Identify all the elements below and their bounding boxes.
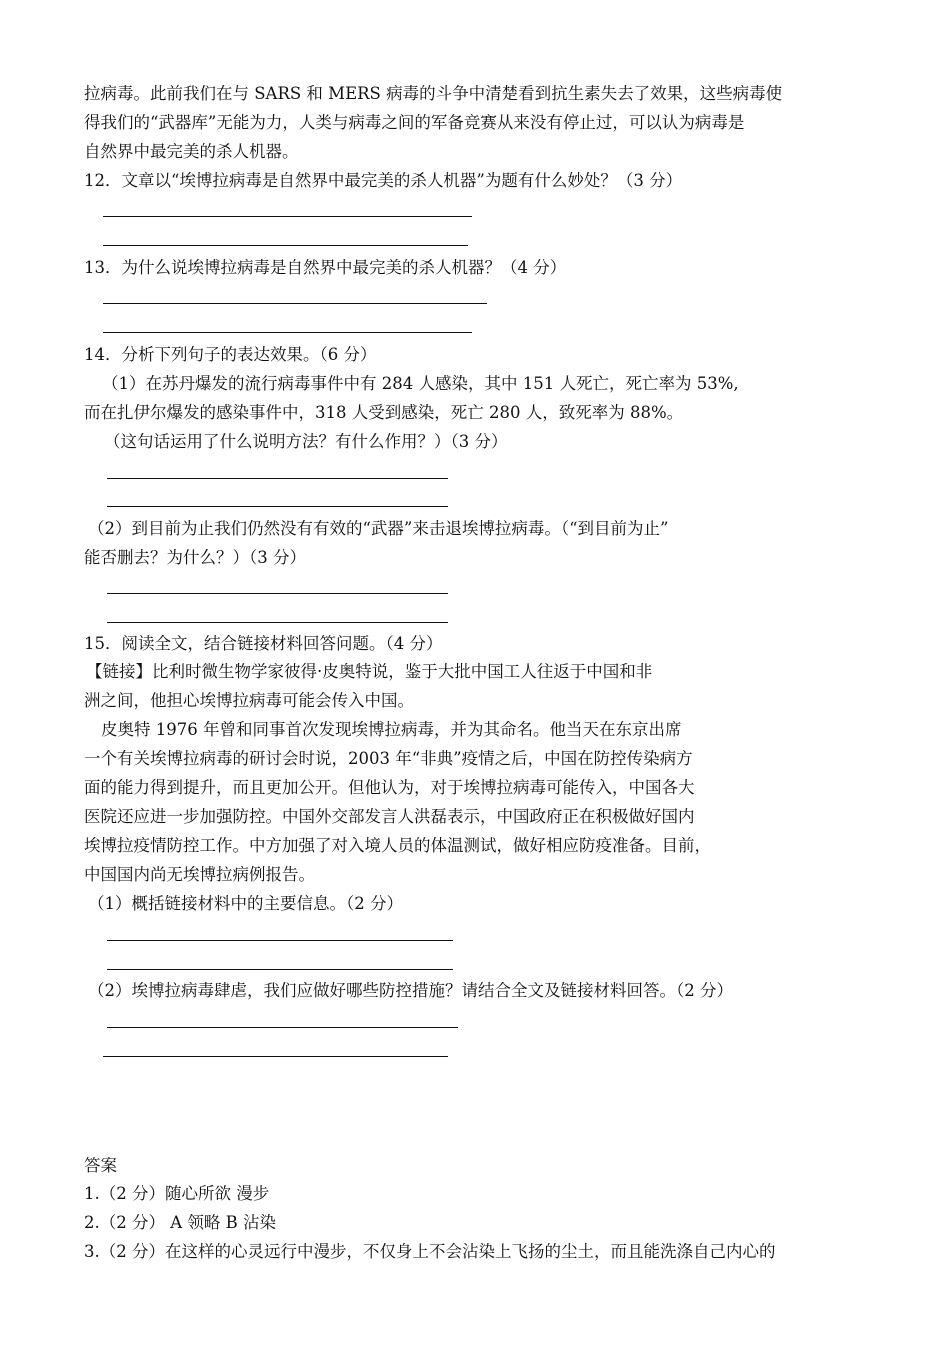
q15-sub2: （2）埃博拉病毒肆虐，我们应做好哪些防控措施？请结合全文及链接材料回答。（2 分）	[88, 981, 733, 1000]
question-15: 15．阅读全文，结合链接材料回答问题。（4 分）	[84, 634, 443, 653]
q14-part2-line1: （2）到目前为止我们仍然没有有效的“武器”来击退埃博拉病毒。（“到目前为止”	[88, 519, 669, 538]
link-line-3: 皮奥特 1976 年曾和同事首次发现埃博拉病毒，并为其命名。他当天在东京出席	[101, 720, 682, 739]
link-line-5: 面的能力得到提升，而且更加公开。但他认为，对于埃博拉病毒可能传入，中国各大	[84, 778, 695, 797]
q14-part1-question: （这句话运用了什么说明方法？有什么作用？）（3 分）	[104, 432, 508, 451]
answer-line-12b[interactable]	[103, 245, 468, 246]
answer-line-15-1b[interactable]	[107, 969, 453, 970]
question-12: 12．文章以“埃博拉病毒是自然界中最完美的杀人机器”为题有什么妙处？（3 分）	[84, 171, 683, 190]
link-line-2: 洲之间，他担心埃博拉病毒可能会传入中国。	[84, 691, 414, 710]
q14-part1-line1: （1）在苏丹爆发的流行病毒事件中有 284 人感染，其中 151 人死亡，死亡率为 53%,	[102, 374, 739, 393]
answer-line-15-2b[interactable]	[103, 1056, 448, 1057]
answer-line-12a[interactable]	[103, 216, 472, 217]
answer-item-2: 2.（2 分） A 领略 B 沾染	[84, 1213, 277, 1232]
answer-line-15-2a[interactable]	[107, 1027, 458, 1028]
intro-line-1: 拉病毒。此前我们在与 SARS 和 MERS 病毒的斗争中清楚看到抗生素失去了效果，这些病毒使	[84, 84, 783, 103]
answer-line-14-2b[interactable]	[107, 622, 448, 623]
link-line-6: 医院还应进一步加强防控。中国外交部发言人洪磊表示，中国政府正在积极做好国内	[84, 807, 695, 826]
intro-line-3: 自然界中最完美的杀人机器。	[84, 142, 299, 161]
link-line-4: 一个有关埃博拉病毒的研讨会时说，2003 年“非典”疫情之后，中国在防控传染病方	[84, 749, 693, 768]
link-line-1: 【链接】比利时微生物学家彼得·皮奥特说，鉴于大批中国工人往返于中国和非	[86, 662, 653, 681]
link-line-7: 埃博拉疫情防控工作。中方加强了对入境人员的体温测试，做好相应防疫准备。目前，	[84, 836, 711, 855]
q15-sub1: （1）概括链接材料中的主要信息。（2 分）	[88, 894, 403, 913]
q14-part2-line2: 能否删去？为什么？）（3 分）	[84, 548, 306, 567]
question-14: 14．分析下列句子的表达效果。（6 分）	[84, 345, 377, 364]
answer-item-1: 1.（2 分）随心所欲 漫步	[84, 1184, 270, 1203]
answer-line-13b[interactable]	[103, 332, 472, 333]
answer-line-14-1b[interactable]	[107, 506, 448, 507]
answer-line-15-1a[interactable]	[107, 940, 453, 941]
answer-item-3: 3.（2 分）在这样的心灵远行中漫步，不仅身上不会沾染上飞扬的尘土，而且能洗涤自己内心的	[84, 1242, 776, 1261]
intro-line-2: 得我们的“武器库”无能为力，人类与病毒之间的军备竞赛从来没有停止过，可以认为病毒是	[84, 113, 745, 132]
q14-part1-line2: 而在扎伊尔爆发的感染事件中，318 人受到感染，死亡 280 人，致死率为 88%。	[84, 403, 684, 422]
answers-heading: 答案	[84, 1156, 117, 1175]
question-13: 13．为什么说埃博拉病毒是自然界中最完美的杀人机器？（4 分）	[84, 258, 567, 277]
answer-line-14-2a[interactable]	[107, 593, 448, 594]
link-line-8: 中国国内尚无埃博拉病例报告。	[84, 865, 315, 884]
answer-line-13a[interactable]	[103, 303, 487, 304]
answer-line-14-1a[interactable]	[107, 478, 448, 479]
